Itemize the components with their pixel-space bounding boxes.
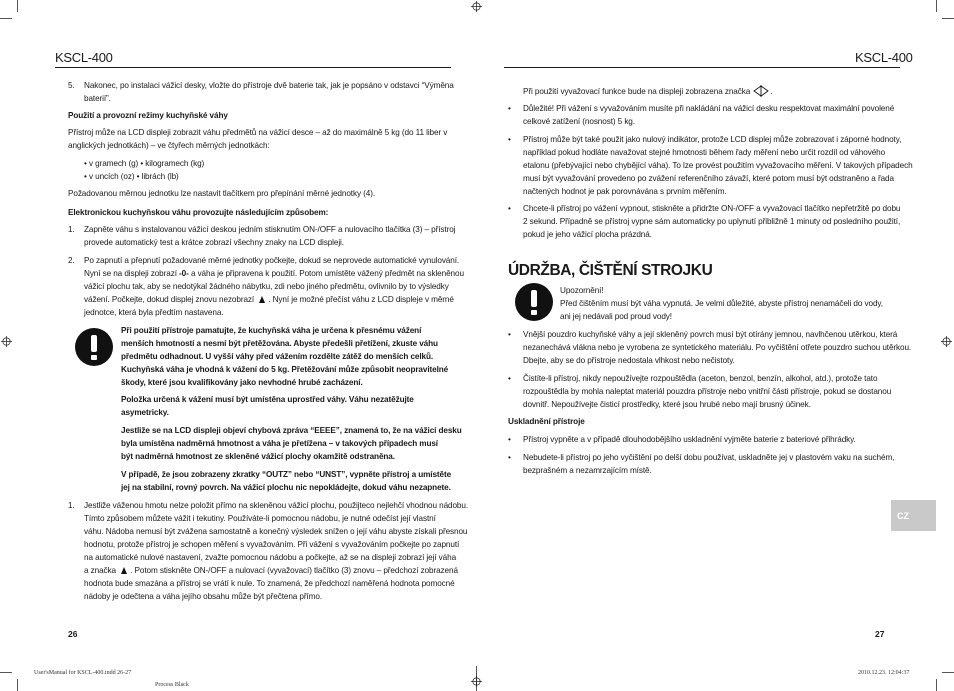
- bullet: •: [508, 374, 511, 383]
- bullet-line: celkové zatížení (nosnost) 5 kg.: [523, 117, 635, 126]
- header-rule-right: [504, 67, 900, 68]
- op2-line: Po zapnutí a přepnutí požadované měrné jednotky počkejte, dokud se neprovede automatické vynulování.: [84, 256, 460, 265]
- crop-mark: [0, 672, 12, 673]
- warning-line: Položka určená k vážení musí být umístěna uprostřed váhy. Váhu nezatěžujte: [121, 395, 414, 404]
- warning-line: Při použití přístroje pamatujte, že kuchyňská váha je určena k přesnému vážení: [121, 326, 422, 335]
- bullet: •: [508, 104, 511, 113]
- bullet-line: etalonu (přebývající nebo chybějící váha). To lze provést použitím vyvažovacího měření. V takových případech: [523, 161, 913, 170]
- bullet-line: například pokud hodláte navažovat stejné hmotnosti během řady měření nebo určit rozdíl od váhového: [523, 148, 886, 157]
- op2-line: jednotce, která byla předtím nastavena.: [84, 308, 224, 317]
- notice-line: Před čištěním musí být váha vypnutá. Je velmi důležité, abyste přístroj nenamáčeli do vody,: [560, 299, 883, 308]
- storage-heading: Uskladnění přístroje: [508, 417, 585, 426]
- bullet-line: nezanechává vlákna nebo je vyrobena ze syntetického materiálu. Po vyčištění otřete pouzdro suchou utěrkou.: [523, 343, 912, 352]
- tare-mark-icon: [753, 85, 769, 97]
- tare-line: hodnota bude smazána a přístroj se vrátí k nule. To znamená, že předchozí naměřená hodnota pomocné: [84, 579, 455, 588]
- zero-display-glyph: -0-: [179, 269, 189, 278]
- bullet-line: 2 sekund. Případně se přístroj vypne sám automaticky po uplynutí přibližně 1 minuty od posledního použití,: [523, 217, 901, 226]
- units-line: • v gramech (g) • kilogramech (kg): [84, 159, 205, 168]
- tare-line: Tímto způsobem můžete vážit i tekutiny. Používáte-li pomocnou nádobu, je nutné odečíst její vlastní: [84, 514, 436, 523]
- units-line: • v uncích (oz) • librách (lb): [84, 172, 179, 181]
- op2-text: . Nyní je možné přečíst váhu z LCD displeje v měrné: [268, 295, 454, 304]
- footer-date: 2010.12.23. 12:04:37: [858, 670, 910, 676]
- bullet: •: [508, 330, 511, 339]
- bullet-line: dovnitř. Nepoužívejte čisticí prostředky, které jsou hrubé nebo mají brusný účinek.: [523, 400, 811, 409]
- section-heading-kitchen: Použití a provozní režimy kuchyňské váhy: [68, 111, 228, 120]
- op2-text: vážení. Počkejte, dokud displej znovu nezobrazí: [84, 295, 255, 304]
- tare-mark-text: Při použití vyvažovací funkce bude na displeji zobrazena značka: [523, 87, 751, 96]
- op1-line: provede automatický test a krátce zobrazí všechny znaky na LCD displeji.: [84, 238, 344, 247]
- model-header-right: KSCL-400: [855, 50, 913, 65]
- tare-line: Jestliže váženou hmotu nelze položit přímo na skleněnou vážicí plochu, použijteco nejlehčí vhodnou nádobu.: [84, 501, 469, 510]
- op2-line: vážicí plochu tak, aby se nedotýkal žádného nábytku, zdi nebo jiného předmětu, ovlivnilo by to výsledky: [84, 282, 449, 291]
- bullet: •: [508, 435, 511, 444]
- paragraph-line: Požadovanou měrnou jednotku lze nastavit tlačítkem pro přepínání měrné jednotky (4).: [68, 189, 375, 198]
- warning-line: V případě, že jsou zobrazeny zkratky “OUTZ” nebo “UNST”, vypněte přístroj a umístěte: [121, 470, 452, 479]
- page-number-right: 27: [875, 629, 885, 639]
- crop-mark: [936, 0, 937, 12]
- model-header-left: KSCL-400: [55, 50, 113, 65]
- triangle-tare-icon: [259, 296, 265, 303]
- bullet-line: Nebudete-li přístroj po jeho vyčištění po delší dobu používat, uskladněte jej v plastovém vaku na suchém,: [523, 453, 895, 462]
- language-tab: CZ: [891, 500, 936, 531]
- item5-line: Nakonec, po instalaci vážicí desky, vložte do přístroje dvě baterie tak, jak je popsáno v odstavci “Výměna: [84, 81, 454, 90]
- list-number: 1.: [68, 501, 75, 510]
- tare-line: nádoby je odečtena a váha jejího obsahu může být přečtena přímo.: [84, 592, 323, 601]
- notice-title: Upozornění!: [560, 286, 604, 295]
- warning-line: Kuchyňská váha je vhodná k vážení do 5 kg. Přetěžování může způsobit neopravitelné: [121, 365, 449, 374]
- warning-line: škody, které jsou kvalifikovány jako nevhodné hrubé zacházení.: [121, 378, 363, 387]
- footer-process: Process Black: [155, 682, 189, 688]
- exclamation-warning-icon: [75, 328, 113, 366]
- bullet-line: Chcete-li přístroj po vážení vypnout, stiskněte a přidržte ON-/OFF a vyvažovací tlačítko nepřetržitě po dobu: [523, 204, 901, 213]
- crop-mark: [942, 18, 954, 19]
- tare-line: na automatické nulové nastavení, zvažte pomocnou nádobu a počkejte, až se na displeji zobrazí její váha: [84, 553, 457, 562]
- op2-text: a váha je připravena k použití. Potom umístěte vážený předmět na skleněnou: [188, 269, 464, 278]
- warning-line: menších hmotností a nesmí být přetěžována. Abyste předešli přetížení, zkuste váhu: [121, 339, 438, 348]
- bullet: •: [508, 453, 511, 462]
- bullet-line: Čistíte-li přístroj, nikdy nepoužívejte rozpouštědla (aceton, benzol, benzín, alkohol, atd.), protože tato: [523, 374, 878, 383]
- page-number-left: 26: [68, 629, 78, 639]
- section-heading-operate: Elektronickou kuchyňskou váhu provozujte následujícím způsobem:: [68, 208, 329, 217]
- crop-mark: [17, 679, 18, 691]
- bullet-line: Důležité! Při vážení s vyvažováním musíte při nakládání na vážicí desku respektovat maximální povolené: [523, 104, 895, 113]
- paragraph-line: anglických jednotkách) – ve čtyřech měrných jednotkách:: [68, 141, 270, 150]
- bullet: •: [508, 135, 511, 144]
- tare-line: [84, 565, 458, 578]
- warning-line: předmětu odhadnout. U vyšší váhy před vážením rozdělte zátěž do menších celků.: [121, 352, 434, 361]
- list-number: 1.: [68, 225, 75, 234]
- op1-line: Zapněte váhu s instalovanou vážicí deskou jedním stisknutím ON-/OFF a nulovacího tlačítka (3) – přístroj: [84, 225, 456, 234]
- list-number: 2.: [68, 256, 75, 265]
- notice-line: ani jej nedávali pod proud vody!: [560, 312, 672, 321]
- crop-mark: [936, 679, 937, 691]
- bullet-line: rozpouštědla by mohla naleptat materiál pouzdra přístroje nebo vnitřní části přístroje, pokud se dostanou: [523, 387, 892, 396]
- exclamation-warning-icon: [515, 283, 553, 321]
- bullet-line: Vnější pouzdro kuchyňské váhy a její skleněný povrch musí být otírány jemnou, navlhčenou utěrkou, která: [523, 330, 898, 339]
- bullet-line: musí být vyvažování provedeno po zvážení referenčního závaží, které potom musí být odstraněno a řada: [523, 174, 894, 183]
- registration-mark-icon: [941, 336, 952, 347]
- op2-line: [84, 294, 454, 307]
- bullet-line: Dbejte, aby se do přístroje nedostala vlhkost nebo nečistoty.: [523, 356, 735, 365]
- bullet-line: Přístroj může být také použit jako nulový indikátor, protože LCD displej může zobrazovat i záporné hodnoty,: [523, 135, 902, 144]
- warning-line: být nadměrná hmotnost ze skleněné vážicí plochy okamžitě odstraněna.: [121, 452, 395, 461]
- registration-mark-icon: [1, 336, 12, 347]
- warning-line: byla umístěna nadměrná hmotnost a váha je přetížena – v takových případech musí: [121, 439, 438, 448]
- bullet: •: [508, 204, 511, 213]
- bullet-line: Přístroj vypněte a v případě dlouhodobějšího uskladnění vyjměte baterie z bateriové přihrádky.: [523, 435, 856, 444]
- op2-line: [84, 268, 464, 281]
- warning-line: asymetricky.: [121, 408, 169, 417]
- registration-mark-icon: [471, 1, 482, 12]
- paragraph-line: [523, 85, 773, 99]
- warning-line: Jestliže se na LCD displeji objeví chybová zpráva “EEEE”, znamená to, že na vážicí desku: [121, 426, 462, 435]
- header-rule-left: [55, 67, 451, 68]
- bullet-line: bezprašném a nezamrzajícím místě.: [523, 466, 652, 475]
- crop-mark: [0, 18, 12, 19]
- tare-text: . Potom stiskněte ON-/OFF a nulovací (vyvažovací) tlačítko (3) znovu – předchozí zobrazená: [130, 566, 458, 575]
- item5-line: baterií”.: [84, 94, 111, 103]
- list-number: 5.: [68, 81, 75, 90]
- tare-text: a značka: [84, 566, 116, 575]
- warning-line: jej na stabilní, rovný povrch. Na vážicí plochu nic nepokládejte, dokud váhu nezapnete.: [121, 483, 451, 492]
- paragraph-line: Přístroj může na LCD displeji zobrazit váhu předmětů na vážicí desce – až do maximálně 5 kg (do 11 liber v: [68, 128, 448, 137]
- op2-text: Nyní se na displeji zobrazí: [84, 269, 180, 278]
- bullet-line: načtených hodnot je pak porovnávána s prvním měřením.: [523, 187, 727, 196]
- maintenance-heading: ÚDRŽBA, ČIŠTĚNÍ STROJKU: [508, 262, 713, 279]
- footer-file-name: User'sManual for KSCL-400.indd 26-27: [34, 670, 132, 676]
- tare-mark-end: .: [770, 87, 773, 96]
- tare-line: hodnotu, protože přístroj je schopen měření s vyvažováním. Při vážení s vyvažováním počkejte po zapnutí: [84, 540, 460, 549]
- crop-mark: [17, 0, 18, 12]
- crop-mark: [942, 672, 954, 673]
- triangle-tare-icon: [121, 567, 127, 574]
- registration-mark-icon: [471, 676, 482, 687]
- bullet-line: pokud je jeho vážicí plocha prázdná.: [523, 230, 652, 239]
- tare-line: váhu. Nádoba nemusí být zvážena samostatně a konečný výsledek snížen o její váhu abyste získali přesnou: [84, 527, 468, 536]
